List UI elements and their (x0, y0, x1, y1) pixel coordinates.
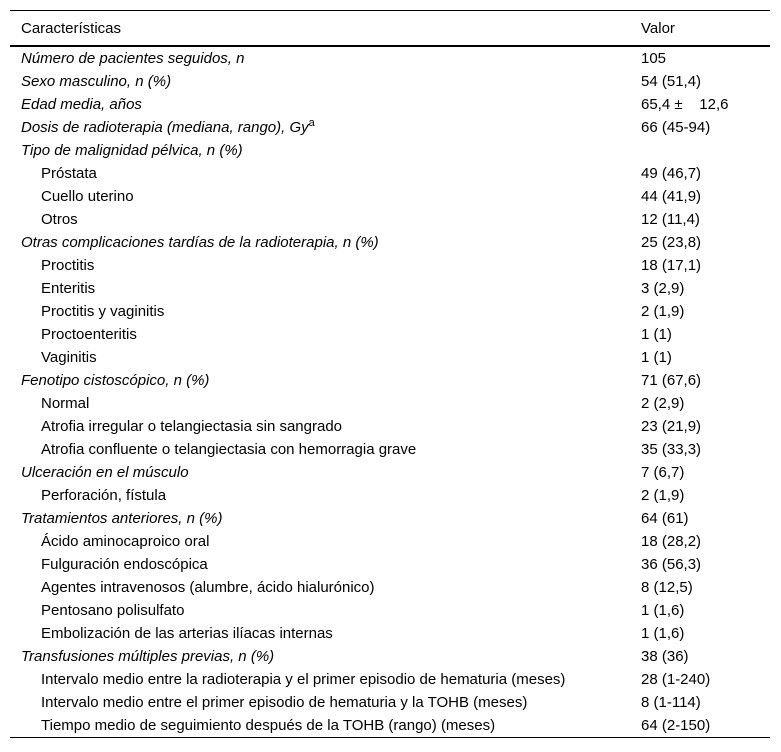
row-value: 54 (51,4) (641, 73, 702, 90)
row-label: Edad media, años (21, 96, 142, 113)
row-value: 12 (11,4) (641, 211, 700, 228)
column-header-value: Valor (641, 19, 675, 37)
row-label: Otras complicaciones tardías de la radioterapia, n (%) (21, 234, 379, 251)
table-header-row (10, 11, 770, 47)
row-label: Ácido aminocaproico oral (41, 533, 210, 550)
table-row (10, 254, 770, 277)
row-value: 23 (21,9) (641, 418, 702, 435)
row-value: 44 (41,9) (641, 188, 702, 205)
row-label: Agentes intravenosos (alumbre, ácido hialurónico) (41, 579, 375, 596)
table-row (10, 116, 770, 139)
row-label: Pentosano polisulfato (41, 602, 185, 619)
table-row (10, 622, 770, 645)
table-row (10, 415, 770, 438)
row-value: 2 (1,9) (641, 487, 685, 504)
row-value: 18 (28,2) (641, 533, 702, 550)
row-value: 1 (1,6) (641, 625, 685, 642)
row-label: Sexo masculino, n (%) (21, 73, 172, 90)
row-value: 2 (2,9) (641, 395, 685, 412)
row-value: 2 (1,9) (641, 303, 685, 320)
table-row (10, 484, 770, 507)
table-row (10, 369, 770, 392)
row-label: Tiempo medio de seguimiento después de la TOHB (rango) (meses) (41, 717, 496, 734)
row-value: 8 (1-114) (641, 694, 701, 711)
row-value: 7 (6,7) (641, 464, 685, 481)
table-row (10, 714, 770, 737)
row-label: Proctoenteritis (41, 326, 137, 343)
table-row (10, 576, 770, 599)
row-value: 28 (1-240) (641, 671, 711, 688)
table-row (10, 139, 770, 162)
row-label: Cuello uterino (41, 188, 134, 205)
row-label: Transfusiones múltiples previas, n (%) (21, 648, 275, 665)
row-value: 35 (33,3) (641, 441, 702, 458)
table-row (10, 231, 770, 254)
table-row (10, 645, 770, 668)
row-value: 8 (12,5) (641, 579, 693, 596)
row-value: 38 (36) (641, 648, 689, 665)
row-label: Fenotipo cistoscópico, n (%) (21, 372, 210, 389)
table-row (10, 93, 770, 116)
table-row (10, 392, 770, 415)
row-label: Proctitis (41, 257, 95, 274)
row-value: 1 (1) (641, 349, 672, 366)
table-row (10, 346, 770, 369)
table-head (10, 11, 770, 47)
table-row (10, 300, 770, 323)
row-value: 25 (23,8) (641, 234, 702, 251)
table-row (10, 668, 770, 691)
table-row (10, 47, 770, 70)
table-row (10, 438, 770, 461)
row-label: Tratamientos anteriores, n (%) (21, 510, 223, 527)
row-label: Atrofia confluente o telangiectasia con hemorragia grave (41, 441, 417, 458)
row-value: 66 (45-94) (641, 119, 711, 136)
table-row (10, 208, 770, 231)
characteristics-table (10, 10, 770, 738)
row-label: Próstata (41, 165, 97, 182)
table-row (10, 323, 770, 346)
row-label: Número de pacientes seguidos, n (21, 50, 245, 67)
table-row (10, 599, 770, 622)
row-value: 18 (17,1) (641, 257, 702, 274)
table-row (10, 185, 770, 208)
table-row (10, 277, 770, 300)
table-row (10, 553, 770, 576)
row-label: Intervalo medio entre la radioterapia y el primer episodio de hematuria (meses) (41, 671, 566, 688)
table-row (10, 530, 770, 553)
row-label: Otros (41, 211, 78, 228)
row-label: Tipo de malignidad pélvica, n (%) (21, 142, 243, 159)
table-row (10, 461, 770, 484)
row-value: 1 (1,6) (641, 602, 685, 619)
row-label: Ulceración en el músculo (21, 464, 189, 481)
row-label: Intervalo medio entre el primer episodio de hematuria y la TOHB (meses) (41, 694, 528, 711)
row-value: 64 (61) (641, 510, 689, 527)
table-row (10, 691, 770, 714)
row-label: Dosis de radioterapia (mediana, rango), Gy$^a$ (21, 117, 315, 136)
row-value: 1 (1) (641, 326, 672, 343)
table-body (10, 47, 770, 737)
table-row (10, 70, 770, 93)
row-value: 49 (46,7) (641, 165, 702, 182)
row-label: Perforación, fístula (41, 487, 167, 504)
column-header-characteristics: Características (21, 19, 122, 37)
row-value: 36 (56,3) (641, 556, 702, 573)
superscript-note: a (308, 117, 315, 129)
table-row (10, 162, 770, 185)
row-label: Normal (41, 395, 90, 412)
row-label: Vaginitis (41, 349, 97, 366)
row-value: 65,4 ± 12,6 (641, 96, 729, 113)
row-value: 3 (2,9) (641, 280, 685, 297)
row-value: 64 (2-150) (641, 717, 711, 734)
row-value: 105 (641, 50, 667, 67)
row-label: Embolización de las arterias ilíacas internas (41, 625, 333, 642)
table-row (10, 507, 770, 530)
row-label: Fulguración endoscópica (41, 556, 208, 573)
row-label: Atrofia irregular o telangiectasia sin sangrado (41, 418, 343, 435)
row-label: Enteritis (41, 280, 96, 297)
row-value: 71 (67,6) (641, 372, 702, 389)
row-label: Proctitis y vaginitis (41, 303, 165, 320)
